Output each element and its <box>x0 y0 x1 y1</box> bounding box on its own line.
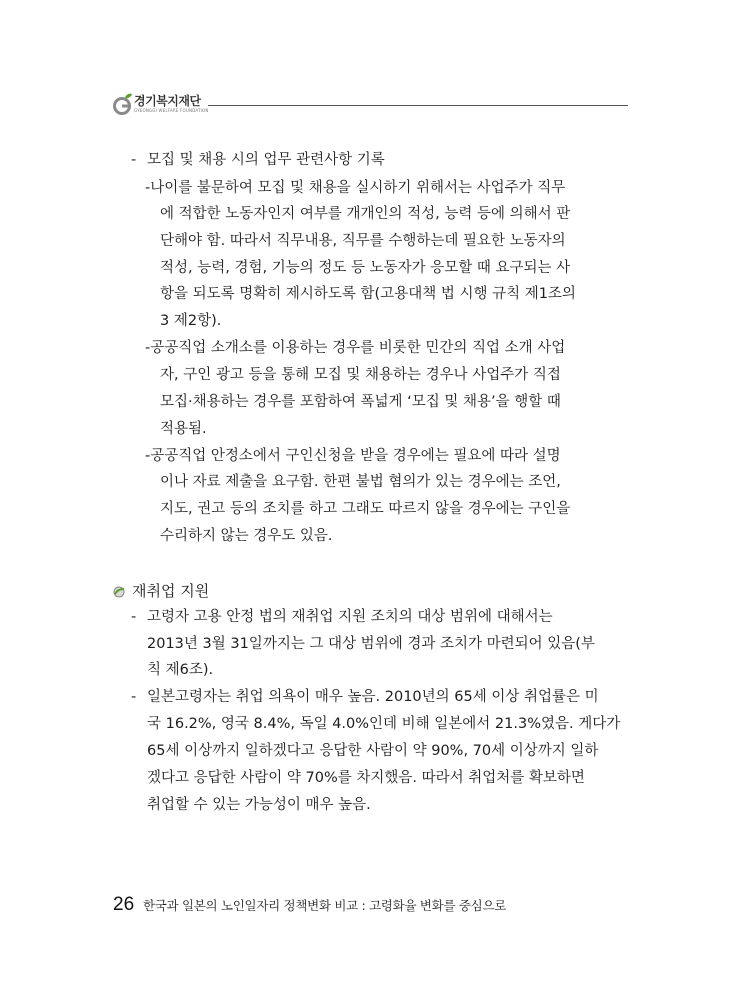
list-dash: - <box>131 689 137 705</box>
paragraph-line: -공공직업 소개소를 이용하는 경우를 비롯한 민간의 직업 소개 사업 <box>145 340 566 356</box>
paragraph-line: 에 적합한 노동자인지 여부를 개개인의 적성, 능력 등에 의해서 판 <box>160 206 571 222</box>
header-rule <box>208 105 628 106</box>
paragraph-line: 모집·채용하는 경우를 포함하여 폭넓게 ‘모집 및 채용’을 행할 때 <box>160 394 561 410</box>
org-sub: GYEONGGI WELFARE FOUNDATION <box>134 108 209 113</box>
section-heading: 재취업 지원 <box>132 582 210 600</box>
paragraph-line: 이나 자료 제출을 요구함. 한편 불법 혐의가 있는 경우에는 조언, <box>160 474 561 490</box>
paragraph-line: 국 16.2%, 영국 8.4%, 독일 4.0%인데 비해 일본에서 21.3%였음. 게다가 <box>147 716 621 732</box>
org-name: 경기복지재단 <box>134 94 201 108</box>
page-footer <box>113 893 633 917</box>
paragraph-line: 칙 제6조). <box>147 662 214 678</box>
paragraph-line: -공공직업 안정소에서 구인신청을 받을 경우에는 필요에 따라 설명 <box>145 448 561 464</box>
paragraph-line: 일본고령자는 취업 의욕이 매우 높음. 2010년의 65세 이상 취업률은 미 <box>147 689 599 705</box>
paragraph-line: 취업할 수 있는 가능성이 매우 높음. <box>147 797 371 813</box>
section1-lead: 모집 및 채용 시의 업무 관련사항 기록 <box>147 152 385 168</box>
page-header <box>112 88 628 128</box>
paragraph-line: 65세 이상까지 일하겠다고 응답한 사람이 약 90%, 70세 이상까지 일하 <box>147 743 599 759</box>
paragraph-line: 수리하지 않는 경우도 있음. <box>160 528 333 544</box>
paragraph-line: 겠다고 응답한 사람이 약 70%를 차지했음. 따라서 취업처를 확보하면 <box>147 770 585 786</box>
foundation-logo-icon <box>112 92 134 116</box>
paragraph-line: -나이를 불문하여 모집 및 채용을 실시하기 위해서는 사업주가 직무 <box>145 180 566 196</box>
paragraph-line: 2013년 3월 31일까지는 그 대상 범위에 경과 조치가 마련되어 있음(부 <box>147 636 595 652</box>
list-dash: - <box>131 609 137 625</box>
list-dash: - <box>131 152 137 168</box>
page-number: 26 <box>113 894 135 915</box>
paragraph-line: 적성, 능력, 경험, 기능의 정도 등 노동자가 응모할 때 요구되는 사 <box>160 260 571 276</box>
paragraph-line: 3 제2항). <box>160 313 222 329</box>
paragraph-line: 항을 되도록 명확히 제시하도록 함(고용대책 법 시행 규칙 제1조의 <box>160 286 576 302</box>
section-bullet-icon <box>113 586 125 598</box>
running-title: 한국과 일본의 노인일자리 정책변화 비교 : 고령화율 변화를 중심으로 <box>143 898 507 913</box>
paragraph-line: 지도, 권고 등의 조치를 하고 그래도 따르지 않을 경우에는 구인을 <box>160 501 571 517</box>
paragraph-line: 자, 구인 광고 등을 통해 모집 및 채용하는 경우나 사업주가 직접 <box>160 367 561 383</box>
paragraph-line: 적용됨. <box>160 421 207 437</box>
paragraph-line: 고령자 고용 안정 법의 재취업 지원 조치의 대상 범위에 대해서는 <box>147 609 553 625</box>
paragraph-line: 단해야 함. 따라서 직무내용, 직무를 수행하는데 필요한 노동자의 <box>160 233 566 249</box>
